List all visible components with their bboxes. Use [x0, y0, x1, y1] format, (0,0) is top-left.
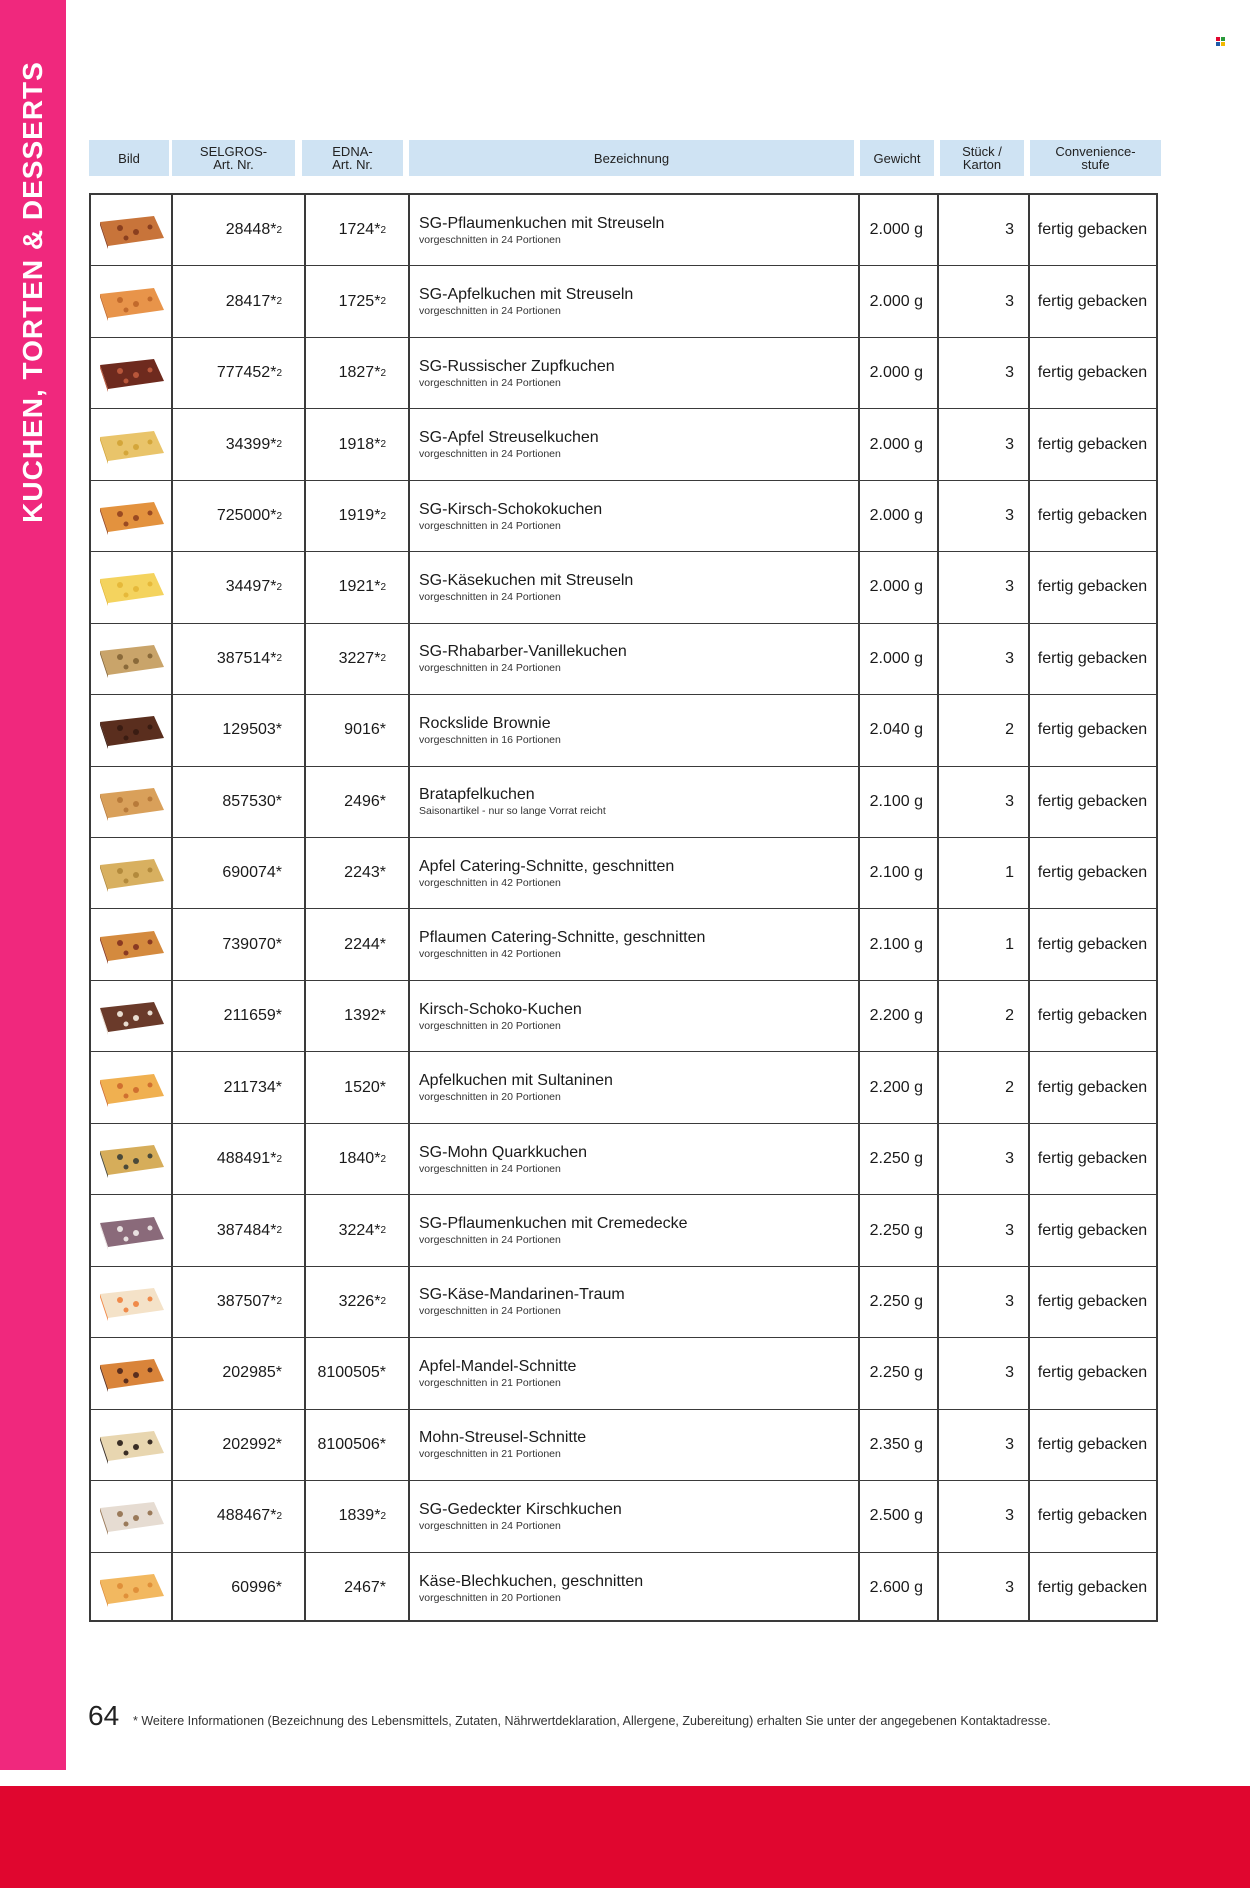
- pieces-per-carton: 2: [1005, 1078, 1014, 1096]
- convenience-level: fertig gebacken: [1037, 435, 1148, 453]
- product-description: [409, 695, 858, 765]
- product-weight: 2.350 g: [869, 1435, 923, 1453]
- product-image-cell: [91, 195, 171, 265]
- table-row: [91, 1267, 1156, 1338]
- header-gewicht-label: Gewicht: [873, 150, 921, 166]
- product-name: SG-Pflaumenkuchen mit Streuseln: [419, 214, 665, 232]
- selgros-art-nr: 777452* 2: [216, 364, 282, 382]
- pieces-per-carton: 3: [1005, 1364, 1014, 1382]
- convenience-level: fertig gebacken: [1037, 1364, 1148, 1382]
- table-row: [91, 695, 1156, 766]
- table-row: [91, 266, 1156, 337]
- product-thumbnail: [96, 565, 166, 609]
- table-row: [91, 1410, 1156, 1481]
- product-portion-note: vorgeschnitten in 24 Portionen: [419, 590, 561, 603]
- product-name: SG-Apfel Streuselkuchen: [419, 429, 599, 447]
- header-selgros-label: SELGROS- Art. Nr.: [199, 144, 268, 172]
- edna-art-nr: 3227* 2: [338, 649, 386, 667]
- product-portion-note: vorgeschnitten in 42 Portionen: [419, 948, 561, 961]
- edna-art-nr: 9016*: [344, 721, 386, 739]
- convenience-level: fertig gebacken: [1037, 221, 1148, 239]
- product-name: Käse-Blechkuchen, geschnitten: [419, 1572, 644, 1590]
- product-description: [409, 481, 858, 551]
- edna-art-nr: 3224* 2: [338, 1221, 386, 1239]
- pieces-per-carton: 3: [1005, 1579, 1014, 1597]
- selgros-art-nr: 739070*: [222, 935, 282, 953]
- product-description: [409, 767, 858, 837]
- product-description: [409, 981, 858, 1051]
- product-weight: 2.250 g: [869, 1150, 923, 1168]
- product-thumbnail: [96, 1137, 166, 1181]
- product-weight: 2.100 g: [869, 864, 923, 882]
- product-image-cell: [91, 1195, 171, 1265]
- selgros-art-nr: 387507* 2: [216, 1292, 282, 1310]
- convenience-level: fertig gebacken: [1037, 364, 1148, 382]
- pieces-per-carton: 3: [1005, 364, 1014, 382]
- edna-art-nr: 2243*: [344, 864, 386, 882]
- product-description: [409, 552, 858, 622]
- table-row: [91, 1052, 1156, 1123]
- product-name: Kirsch-Schoko-Kuchen: [419, 1000, 582, 1018]
- header-bild: [89, 140, 169, 176]
- product-image-cell: [91, 1338, 171, 1408]
- pieces-per-carton: 3: [1005, 792, 1014, 810]
- header-selgros: [172, 140, 295, 176]
- product-name: Pflaumen Catering-Schnitte, geschnitten: [419, 929, 706, 947]
- edna-art-nr: 1840* 2: [338, 1150, 386, 1168]
- product-weight: 2.000 g: [869, 435, 923, 453]
- selgros-art-nr: 387514* 2: [216, 649, 282, 667]
- table-row: [91, 338, 1156, 409]
- product-weight: 2.040 g: [869, 721, 923, 739]
- pieces-per-carton: 3: [1005, 435, 1014, 453]
- selgros-art-nr: 129503*: [222, 721, 282, 739]
- product-portion-note: vorgeschnitten in 20 Portionen: [419, 1091, 561, 1104]
- product-thumbnail: [96, 1280, 166, 1324]
- header-edna: [302, 140, 403, 176]
- pieces-per-carton: 3: [1005, 1221, 1014, 1239]
- table-row: [91, 552, 1156, 623]
- product-name: SG-Apfelkuchen mit Streuseln: [419, 286, 634, 304]
- product-thumbnail: [96, 1566, 166, 1610]
- product-weight: 2.000 g: [869, 578, 923, 596]
- selgros-art-nr: 488467* 2: [216, 1507, 282, 1525]
- pieces-per-carton: 3: [1005, 649, 1014, 667]
- product-description: [409, 1267, 858, 1337]
- footnote: * Weitere Informationen (Bezeichnung des Lebensmittels, Zutaten, Nährwertdeklaration, Allergene, Zubereitung) erhalten Sie unter der angegebenen Kontaktadresse.: [133, 1714, 1051, 1728]
- product-table: [89, 193, 1158, 1622]
- pieces-per-carton: 3: [1005, 292, 1014, 310]
- product-thumbnail: [96, 1423, 166, 1467]
- convenience-level: fertig gebacken: [1037, 1221, 1148, 1239]
- table-row: [91, 1481, 1156, 1552]
- selgros-art-nr: 28448* 2: [225, 221, 282, 239]
- product-description: [409, 195, 858, 265]
- product-image-cell: [91, 409, 171, 479]
- pieces-per-carton: 1: [1005, 864, 1014, 882]
- product-name: Bratapfelkuchen: [419, 786, 535, 804]
- edna-art-nr: 8100505*: [317, 1364, 386, 1382]
- selgros-art-nr: 34497* 2: [225, 578, 282, 596]
- pieces-per-carton: 3: [1005, 221, 1014, 239]
- product-weight: 2.500 g: [869, 1507, 923, 1525]
- table-row: [91, 624, 1156, 695]
- product-image-cell: [91, 1124, 171, 1194]
- table-row: [91, 409, 1156, 480]
- pieces-per-carton: 3: [1005, 1507, 1014, 1525]
- pieces-per-carton: 1: [1005, 935, 1014, 953]
- product-portion-note: vorgeschnitten in 24 Portionen: [419, 662, 561, 675]
- product-image-cell: [91, 1052, 171, 1122]
- selgros-art-nr: 725000* 2: [216, 507, 282, 525]
- edna-art-nr: 1724* 2: [338, 221, 386, 239]
- product-image-cell: [91, 1410, 171, 1480]
- edna-art-nr: 8100506*: [317, 1435, 386, 1453]
- product-name: SG-Kirsch-Schokokuchen: [419, 500, 603, 518]
- pieces-per-carton: 3: [1005, 1435, 1014, 1453]
- convenience-level: fertig gebacken: [1037, 507, 1148, 525]
- product-description: [409, 1553, 858, 1624]
- convenience-level: fertig gebacken: [1037, 1507, 1148, 1525]
- product-thumbnail: [96, 1209, 166, 1253]
- pieces-per-carton: 3: [1005, 1292, 1014, 1310]
- product-thumbnail: [96, 351, 166, 395]
- product-name: SG-Käse-Mandarinen-Traum: [419, 1286, 625, 1304]
- corner-logo-icon: [1216, 37, 1225, 46]
- header-bezeichnung: [409, 140, 854, 176]
- product-description: [409, 1052, 858, 1122]
- convenience-level: fertig gebacken: [1037, 649, 1148, 667]
- convenience-level: fertig gebacken: [1037, 1150, 1148, 1168]
- product-thumbnail: [96, 923, 166, 967]
- header-bild-label: Bild: [118, 150, 140, 166]
- product-weight: 2.000 g: [869, 649, 923, 667]
- product-portion-note: vorgeschnitten in 24 Portionen: [419, 1305, 561, 1318]
- product-portion-note: vorgeschnitten in 42 Portionen: [419, 876, 561, 889]
- selgros-art-nr: 211734*: [223, 1078, 282, 1096]
- product-description: [409, 624, 858, 694]
- table-row: [91, 1338, 1156, 1409]
- product-thumbnail: [96, 1351, 166, 1395]
- product-portion-note: vorgeschnitten in 24 Portionen: [419, 233, 561, 246]
- product-portion-note: Saisonartikel - nur so lange Vorrat reicht: [419, 805, 606, 818]
- pieces-per-carton: 2: [1005, 721, 1014, 739]
- selgros-art-nr: 690074*: [222, 864, 282, 882]
- convenience-level: fertig gebacken: [1037, 578, 1148, 596]
- edna-art-nr: 1921* 2: [338, 578, 386, 596]
- convenience-level: fertig gebacken: [1037, 1078, 1148, 1096]
- product-weight: 2.000 g: [869, 292, 923, 310]
- header-gewicht: [860, 140, 934, 176]
- section-title: KUCHEN, TORTEN & DESSERTS: [17, 61, 48, 523]
- edna-art-nr: 1725* 2: [338, 292, 386, 310]
- product-name: SG-Pflaumenkuchen mit Cremedecke: [419, 1215, 688, 1233]
- product-image-cell: [91, 1553, 171, 1624]
- product-image-cell: [91, 767, 171, 837]
- product-thumbnail: [96, 423, 166, 467]
- selgros-art-nr: 60996*: [231, 1579, 282, 1597]
- convenience-level: fertig gebacken: [1037, 935, 1148, 953]
- product-thumbnail: [96, 994, 166, 1038]
- selgros-art-nr: 202992*: [222, 1435, 282, 1453]
- table-row: [91, 981, 1156, 1052]
- product-description: [409, 266, 858, 336]
- product-description: [409, 838, 858, 908]
- selgros-art-nr: 488491* 2: [216, 1150, 282, 1168]
- header-edna-label: EDNA- Art. Nr.: [332, 144, 373, 172]
- convenience-level: fertig gebacken: [1037, 1292, 1148, 1310]
- selgros-art-nr: 387484* 2: [216, 1221, 282, 1239]
- selgros-art-nr: 857530*: [222, 792, 282, 810]
- header-convenience-label: Convenience- stufe: [1055, 144, 1136, 172]
- table-row: [91, 481, 1156, 552]
- product-image-cell: [91, 481, 171, 551]
- product-image-cell: [91, 695, 171, 765]
- product-weight: 2.250 g: [869, 1364, 923, 1382]
- selgros-art-nr: 34399* 2: [225, 435, 282, 453]
- table-row: [91, 1124, 1156, 1195]
- product-image-cell: [91, 1481, 171, 1551]
- product-name: Apfelkuchen mit Sultaninen: [419, 1072, 613, 1090]
- product-portion-note: vorgeschnitten in 21 Portionen: [419, 1376, 561, 1389]
- edna-art-nr: 1919* 2: [338, 507, 386, 525]
- product-weight: 2.600 g: [869, 1579, 923, 1597]
- edna-art-nr: 1918* 2: [338, 435, 386, 453]
- product-image-cell: [91, 338, 171, 408]
- edna-art-nr: 3226* 2: [338, 1292, 386, 1310]
- product-weight: 2.000 g: [869, 364, 923, 382]
- product-portion-note: vorgeschnitten in 24 Portionen: [419, 1234, 561, 1247]
- selgros-art-nr: 211659*: [223, 1007, 282, 1025]
- product-description: [409, 1410, 858, 1480]
- product-thumbnail: [96, 708, 166, 752]
- product-weight: 2.250 g: [869, 1221, 923, 1239]
- table-row: [91, 910, 1156, 981]
- product-description: [409, 910, 858, 980]
- product-image-cell: [91, 910, 171, 980]
- product-thumbnail: [96, 280, 166, 324]
- product-name: Apfel-Mandel-Schnitte: [419, 1357, 577, 1375]
- product-thumbnail: [96, 1494, 166, 1538]
- edna-art-nr: 2244*: [344, 935, 386, 953]
- convenience-level: fertig gebacken: [1037, 792, 1148, 810]
- header-stueck-label: Stück / Karton: [962, 144, 1002, 172]
- header-convenience: [1030, 140, 1161, 176]
- convenience-level: fertig gebacken: [1037, 1579, 1148, 1597]
- product-weight: 2.200 g: [869, 1078, 923, 1096]
- product-name: SG-Rhabarber-Vanillekuchen: [419, 643, 627, 661]
- edna-art-nr: 1839* 2: [338, 1507, 386, 1525]
- product-portion-note: vorgeschnitten in 20 Portionen: [419, 1019, 561, 1032]
- edna-art-nr: 2496*: [344, 792, 386, 810]
- product-description: [409, 409, 858, 479]
- product-thumbnail: [96, 208, 166, 252]
- edna-art-nr: 1827* 2: [338, 364, 386, 382]
- convenience-level: fertig gebacken: [1037, 292, 1148, 310]
- product-image-cell: [91, 838, 171, 908]
- convenience-level: fertig gebacken: [1037, 1435, 1148, 1453]
- product-portion-note: vorgeschnitten in 24 Portionen: [419, 376, 561, 389]
- product-portion-note: vorgeschnitten in 24 Portionen: [419, 448, 561, 461]
- product-name: SG-Käsekuchen mit Streuseln: [419, 571, 634, 589]
- product-name: SG-Mohn Quarkkuchen: [419, 1143, 588, 1161]
- table-row: [91, 195, 1156, 266]
- product-description: [409, 338, 858, 408]
- product-name: Mohn-Streusel-Schnitte: [419, 1429, 587, 1447]
- bottom-band: [0, 1786, 1250, 1888]
- product-name: SG-Gedeckter Kirschkuchen: [419, 1500, 622, 1518]
- product-name: SG-Russischer Zupfkuchen: [419, 357, 615, 375]
- edna-art-nr: 1520*: [344, 1078, 386, 1096]
- product-image-cell: [91, 266, 171, 336]
- table-row: [91, 767, 1156, 838]
- product-weight: 2.250 g: [869, 1292, 923, 1310]
- product-thumbnail: [96, 1066, 166, 1110]
- product-image-cell: [91, 1267, 171, 1337]
- product-description: [409, 1481, 858, 1551]
- pieces-per-carton: 3: [1005, 1150, 1014, 1168]
- product-name: Rockslide Brownie: [419, 714, 551, 732]
- product-thumbnail: [96, 851, 166, 895]
- edna-art-nr: 2467*: [344, 1579, 386, 1597]
- table-row: [91, 1195, 1156, 1266]
- convenience-level: fertig gebacken: [1037, 1007, 1148, 1025]
- table-row: [91, 838, 1156, 909]
- product-image-cell: [91, 552, 171, 622]
- product-weight: 2.100 g: [869, 935, 923, 953]
- page-number: 64: [88, 1700, 120, 1731]
- product-portion-note: vorgeschnitten in 16 Portionen: [419, 733, 561, 746]
- product-portion-note: vorgeschnitten in 21 Portionen: [419, 1448, 561, 1461]
- convenience-level: fertig gebacken: [1037, 864, 1148, 882]
- product-thumbnail: [96, 780, 166, 824]
- product-description: [409, 1338, 858, 1408]
- product-portion-note: vorgeschnitten in 24 Portionen: [419, 1162, 561, 1175]
- pieces-per-carton: 3: [1005, 507, 1014, 525]
- side-band: [0, 0, 66, 1770]
- header-stueck: [940, 140, 1024, 176]
- product-portion-note: vorgeschnitten in 20 Portionen: [419, 1591, 561, 1604]
- product-weight: 2.200 g: [869, 1007, 923, 1025]
- product-weight: 2.100 g: [869, 792, 923, 810]
- product-portion-note: vorgeschnitten in 24 Portionen: [419, 305, 561, 318]
- header-bezeichnung-label: Bezeichnung: [593, 150, 670, 166]
- selgros-art-nr: 28417* 2: [225, 292, 282, 310]
- product-weight: 2.000 g: [869, 507, 923, 525]
- product-weight: 2.000 g: [869, 221, 923, 239]
- product-thumbnail: [96, 494, 166, 538]
- product-image-cell: [91, 981, 171, 1051]
- product-image-cell: [91, 624, 171, 694]
- product-name: Apfel Catering-Schnitte, geschnitten: [419, 857, 675, 875]
- selgros-art-nr: 202985*: [222, 1364, 282, 1382]
- pieces-per-carton: 2: [1005, 1007, 1014, 1025]
- product-portion-note: vorgeschnitten in 24 Portionen: [419, 1519, 561, 1532]
- pieces-per-carton: 3: [1005, 578, 1014, 596]
- product-thumbnail: [96, 637, 166, 681]
- product-description: [409, 1195, 858, 1265]
- edna-art-nr: 1392*: [344, 1007, 386, 1025]
- convenience-level: fertig gebacken: [1037, 721, 1148, 739]
- table-row: [91, 1553, 1156, 1624]
- product-portion-note: vorgeschnitten in 24 Portionen: [419, 519, 561, 532]
- product-description: [409, 1124, 858, 1194]
